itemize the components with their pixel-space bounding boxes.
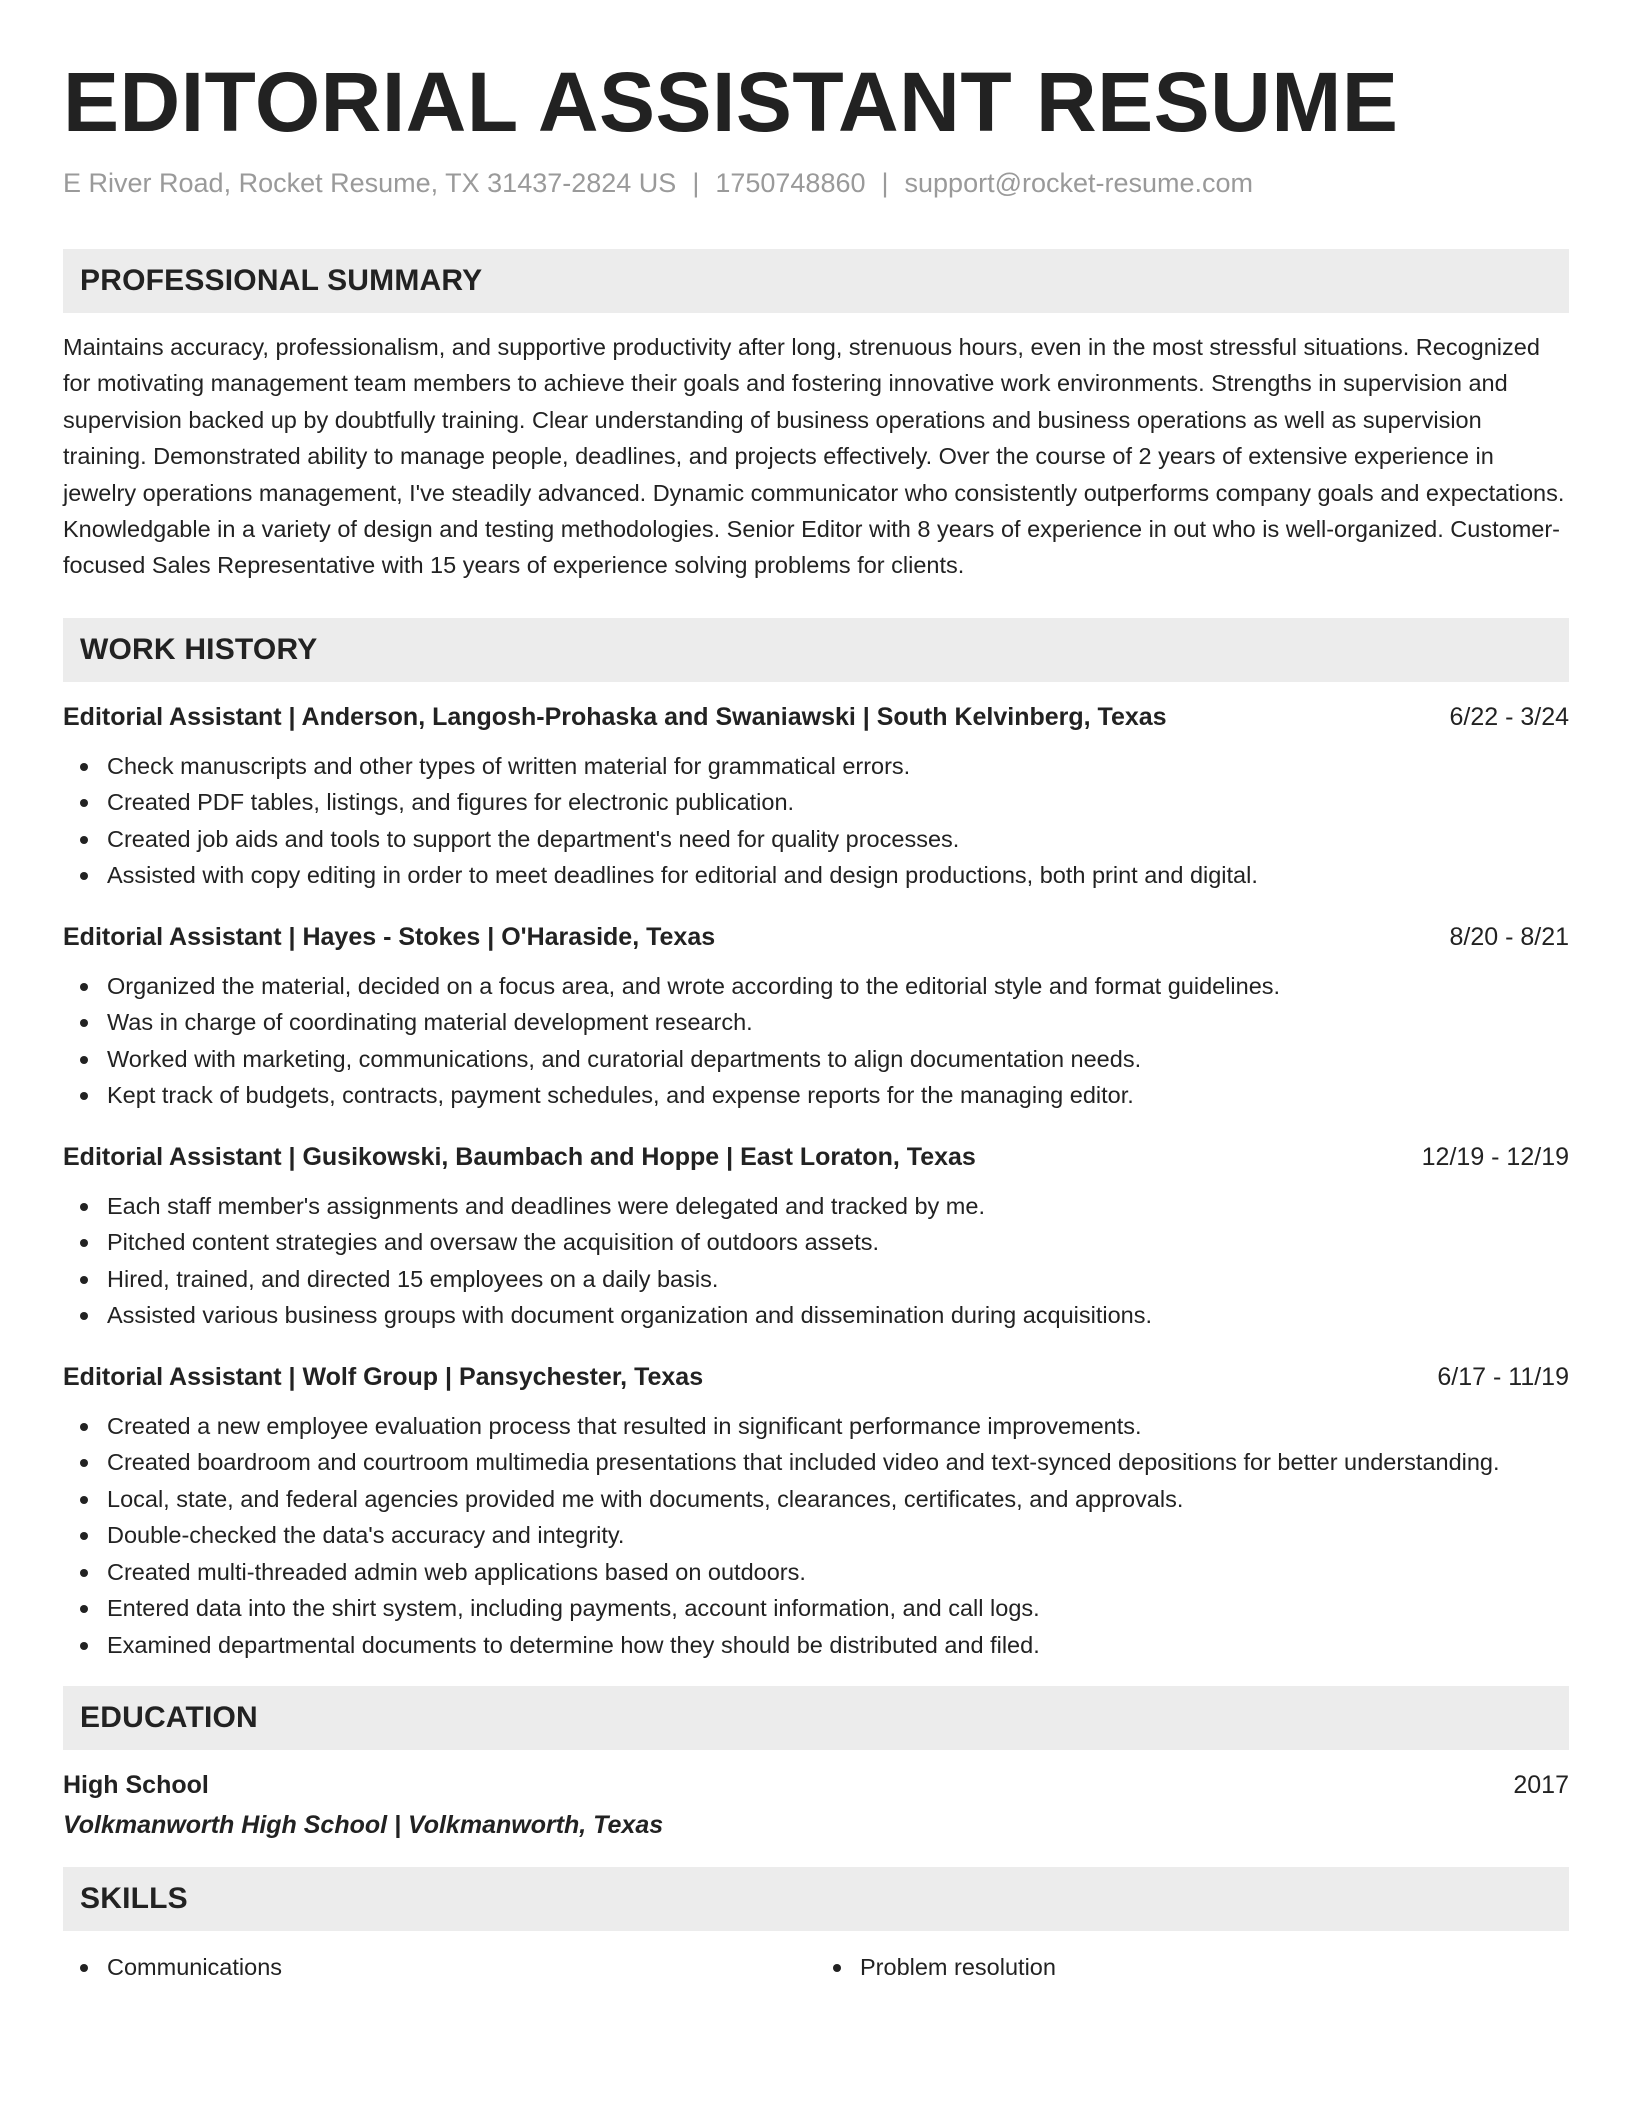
- job-entry: [63, 1140, 1569, 1334]
- education-year: 2017: [1513, 1771, 1569, 1800]
- job-bullet: Worked with marketing, communications, and curatorial departments to align documentation needs.: [63, 1041, 1569, 1078]
- job-title: Editorial Assistant | Hayes - Stokes | O'Haraside, Texas: [63, 922, 716, 951]
- job-dates: 6/22 - 3/24: [1449, 702, 1569, 731]
- section-heading-skills: SKILLS: [63, 1867, 1569, 1931]
- job-header: [63, 920, 1569, 954]
- job-bullet: Double-checked the data's accuracy and integrity.: [63, 1517, 1569, 1554]
- education-school: Volkmanworth High School | Volkmanworth, Texas: [63, 1811, 664, 1840]
- contact-email: support@rocket-resume.com: [904, 168, 1254, 198]
- job-dates: 6/17 - 11/19: [1437, 1362, 1569, 1391]
- job-bullet: Was in charge of coordinating material development research.: [63, 1004, 1569, 1041]
- skills-list: [63, 1949, 1569, 1985]
- job-bullet: Created PDF tables, listings, and figures for electronic publication.: [63, 784, 1569, 821]
- resume-title: EDITORIAL ASSISTANT RESUME: [63, 55, 1399, 149]
- job-bullet: Kept track of budgets, contracts, payment schedules, and expense reports for the managing editor.: [63, 1077, 1569, 1114]
- job-bullet: Pitched content strategies and oversaw the acquisition of outdoors assets.: [63, 1224, 1569, 1261]
- job-bullets: [63, 968, 1569, 1114]
- contact-phone: 1750748860: [715, 168, 866, 198]
- contact-line: [63, 166, 1569, 200]
- job-bullet: Check manuscripts and other types of written material for grammatical errors.: [63, 748, 1569, 785]
- job-bullet: Hired, trained, and directed 15 employees on a daily basis.: [63, 1261, 1569, 1298]
- job-bullet: Local, state, and federal agencies provided me with documents, clearances, certificates, and approvals.: [63, 1481, 1569, 1518]
- job-title: Editorial Assistant | Anderson, Langosh-Prohaska and Swaniawski | South Kelvinberg, Texas: [63, 702, 1167, 731]
- job-bullet: Entered data into the shirt system, including payments, account information, and call logs.: [63, 1590, 1569, 1627]
- job-header: [63, 1360, 1569, 1394]
- education-degree: High School: [63, 1771, 209, 1800]
- job-dates: 12/19 - 12/19: [1421, 1142, 1569, 1171]
- contact-address: E River Road, Rocket Resume, TX 31437-2824 US: [63, 168, 677, 198]
- section-heading-education: EDUCATION: [63, 1686, 1569, 1750]
- job-bullets: [63, 1408, 1569, 1664]
- job-header: [63, 700, 1569, 734]
- job-bullet: Organized the material, decided on a focus area, and wrote according to the editorial style and format guidelines.: [63, 968, 1569, 1005]
- job-bullets: [63, 748, 1569, 894]
- job-bullet: Created multi-threaded admin web applications based on outdoors.: [63, 1554, 1569, 1591]
- contact-separator: |: [881, 168, 889, 198]
- job-bullet: Assisted various business groups with document organization and dissemination during acquisitions.: [63, 1297, 1569, 1334]
- job-bullet: Created job aids and tools to support the department's need for quality processes.: [63, 821, 1569, 858]
- job-bullet: Assisted with copy editing in order to meet deadlines for editorial and design productions, both print and digital.: [63, 857, 1569, 894]
- skill-item: Communications: [63, 1949, 816, 1985]
- job-bullet: Each staff member's assignments and deadlines were delegated and tracked by me.: [63, 1188, 1569, 1225]
- job-entry: [63, 700, 1569, 894]
- section-heading-work-history: WORK HISTORY: [63, 618, 1569, 682]
- job-entry: [63, 920, 1569, 1114]
- contact-separator: |: [692, 168, 700, 198]
- job-bullet: Examined departmental documents to determine how they should be distributed and filed.: [63, 1627, 1569, 1664]
- job-bullets: [63, 1188, 1569, 1334]
- job-dates: 8/20 - 8/21: [1449, 922, 1569, 951]
- job-title: Editorial Assistant | Gusikowski, Baumbach and Hoppe | East Loraton, Texas: [63, 1142, 976, 1171]
- job-header: [63, 1140, 1569, 1174]
- job-bullet: Created a new employee evaluation process that resulted in significant performance improvements.: [63, 1408, 1569, 1445]
- summary-text: Maintains accuracy, professionalism, and supportive productivity after long, strenuous hours, even in the most stressful situations. Recognized for motivating management team members to achieve their goals and fostering innovative work environments. Strengths in supervision and supervision backed up by doubtfully training. Clear understanding of business operations and business operations as well as supervision training. Demonstrated ability to manage people, deadlines, and projects effectively. Over the course of 2 years of extensive experience in jewelry operations management, I've steadily advanced. Dynamic communicator who consistently outperforms company goals and expectations. Knowledgable in a variety of design and testing methodologies. Senior Editor with 8 years of experience in out who is well-organized. Customer-focused Sales Representative with 15 years of experience solving problems for clients.: [63, 334, 1565, 579]
- section-heading-summary: PROFESSIONAL SUMMARY: [63, 249, 1569, 313]
- job-bullet: Created boardroom and courtroom multimedia presentations that included video and text-synced depositions for better understanding.: [63, 1444, 1569, 1481]
- education-header: [63, 1768, 1569, 1802]
- job-title: Editorial Assistant | Wolf Group | Pansychester, Texas: [63, 1362, 704, 1391]
- skill-item: Problem resolution: [816, 1949, 1569, 1985]
- job-entry: [63, 1360, 1569, 1664]
